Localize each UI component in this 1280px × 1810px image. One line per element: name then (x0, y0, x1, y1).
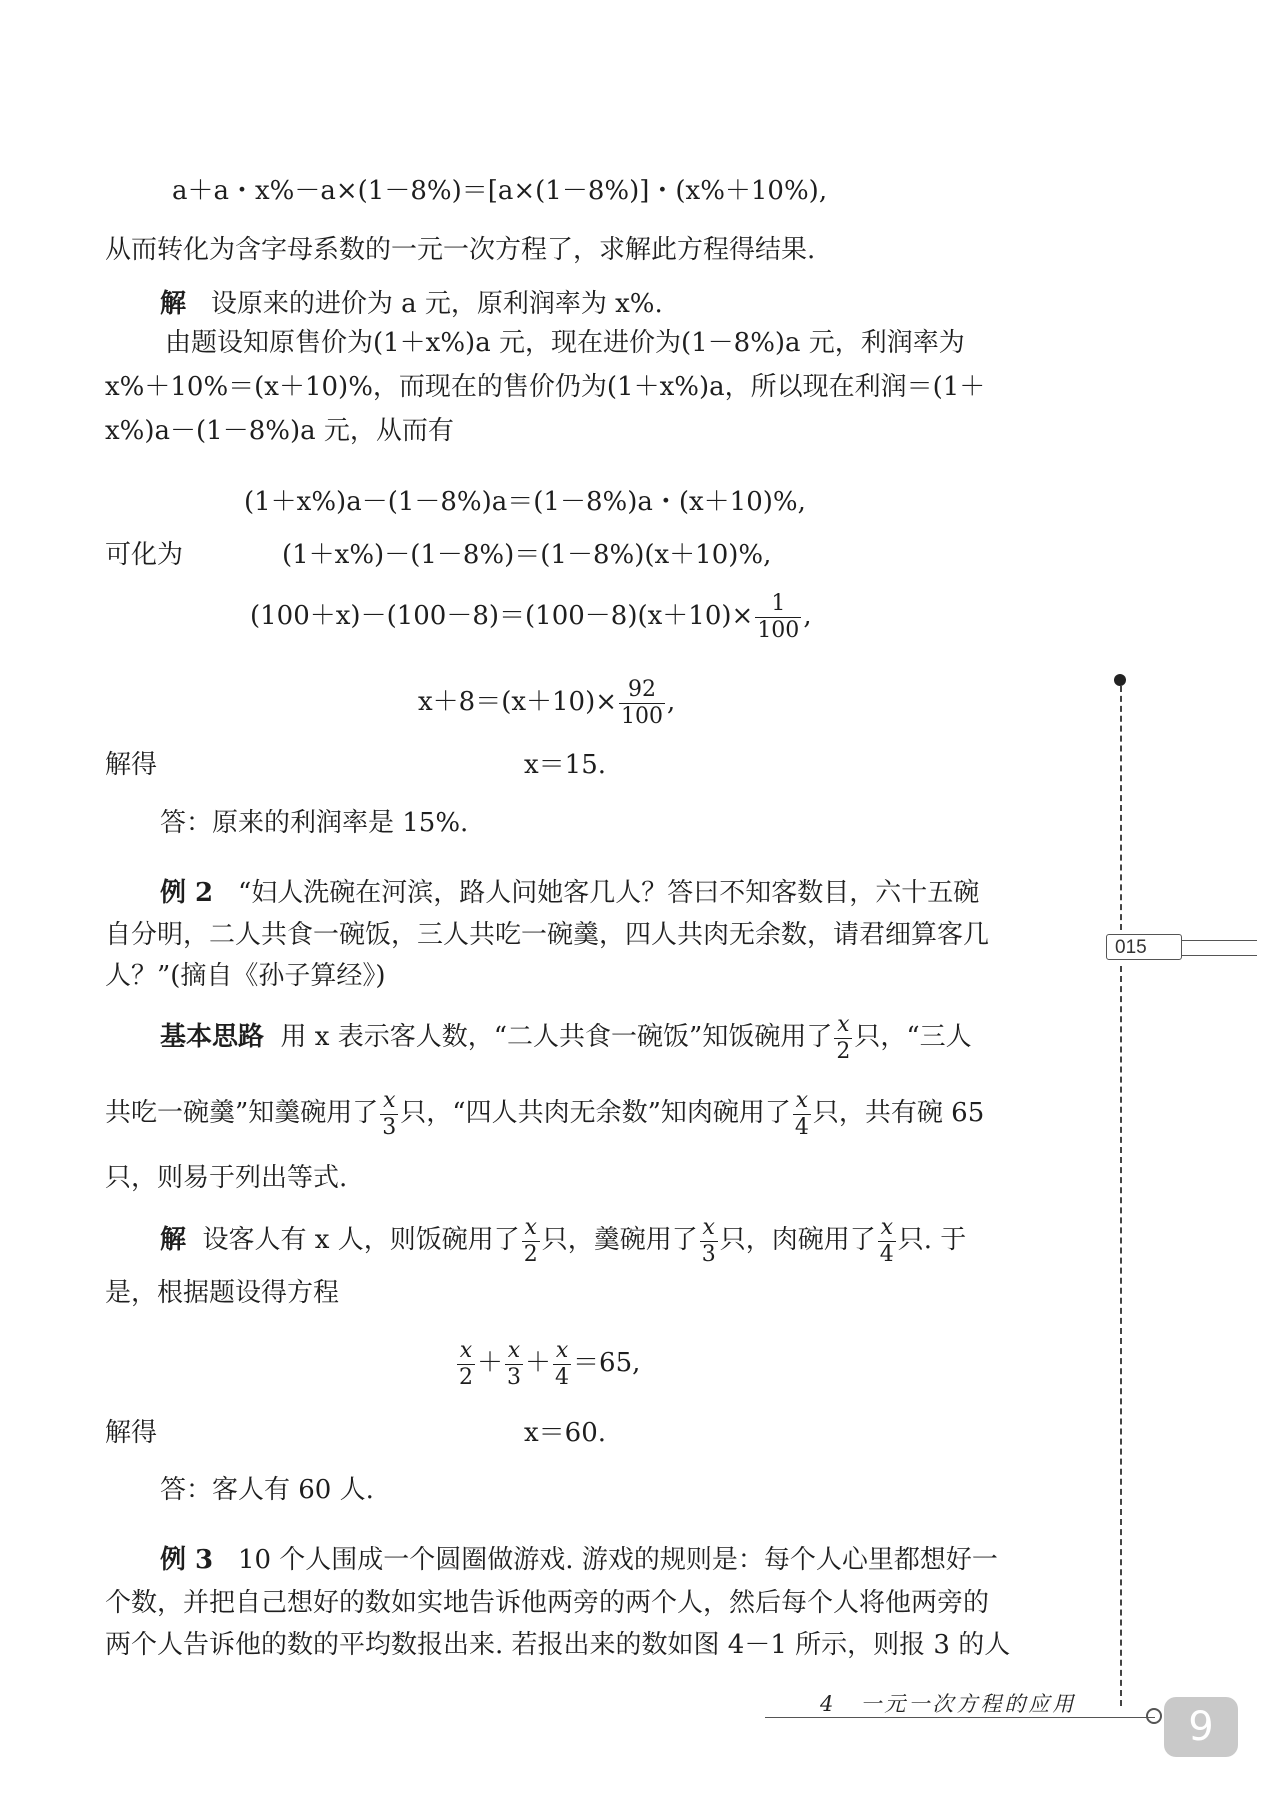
equation-10-comma: , (667, 687, 676, 717)
example-2-text: “妇人洗碗在河滨，路人问她客几人？答曰不知客数目，六十五碗 (237, 878, 980, 908)
plus-sign: ＋ (477, 1348, 504, 1378)
text-19-c: 只，肉碗用了 (719, 1225, 876, 1255)
fraction-x-2-b (522, 1215, 540, 1267)
fraction-denominator: 4 (555, 1364, 570, 1390)
fraction-denominator: 2 (836, 1038, 851, 1064)
fraction-1-100 (755, 591, 801, 643)
solution-2-label: 解 (160, 1225, 187, 1255)
margin-dashed-line-lower (1120, 966, 1122, 1706)
text-line-11-label: 解得 (105, 750, 158, 780)
basic-idea-text-end: 只，“三人 (854, 1022, 972, 1052)
margin-dashed-line-upper (1120, 686, 1122, 930)
fraction-numerator: x (700, 1215, 718, 1241)
fraction-numerator: x (553, 1338, 571, 1364)
text-line-26: 两个人告诉他的数的平均数报出来. 若报出来的数如图 4－1 所示，则报 3 的人 (105, 1630, 1011, 1660)
fraction-numerator: 1 (755, 591, 801, 617)
fraction-denominator: 3 (701, 1241, 716, 1267)
fraction-x-3 (380, 1088, 398, 1140)
fraction-x-4-b (878, 1215, 896, 1267)
page-code-tab-rule (1181, 940, 1257, 956)
equation-21-right: ＝65, (573, 1348, 641, 1378)
fraction-x-4-c (553, 1338, 571, 1390)
fraction-numerator: x (878, 1215, 896, 1241)
fraction-denominator: 2 (523, 1241, 538, 1267)
text-line-8-label: 可化为 (105, 540, 184, 570)
text-line-6: x%)a－(1－8%)a 元，从而有 (105, 416, 454, 446)
answer-line-2: 答：客人有 60 人. (160, 1475, 374, 1505)
fraction-x-4 (793, 1088, 811, 1140)
page-number-badge: 9 (1164, 1697, 1238, 1757)
text-19-e: 只. 于 (897, 1225, 967, 1255)
equation-line-9 (250, 586, 812, 646)
fraction-denominator: 3 (382, 1114, 397, 1140)
solution-text: 设原来的进价为 a 元，原利润率为 x%. (210, 289, 663, 319)
chapter-title: 4 一元一次方程的应用 (820, 1692, 1077, 1716)
fraction-denominator: 4 (794, 1114, 809, 1140)
text-line-16 (160, 1007, 972, 1067)
fraction-numerator: x (380, 1088, 398, 1114)
page-code-tab: 015 (1106, 934, 1182, 960)
fraction-denominator: 3 (507, 1364, 522, 1390)
text-line-20: 是，根据题设得方程 (105, 1278, 340, 1308)
text-17-a: 共吃一碗羹”知羹碗用了 (105, 1098, 379, 1128)
example-3-heading (160, 1547, 998, 1573)
text-line-2: 从而转化为含字母系数的一元一次方程了，求解此方程得结果. (105, 235, 816, 265)
fraction-x-2-c (457, 1338, 475, 1390)
example-3-label: 例 3 (160, 1545, 214, 1575)
text-line-3 (160, 291, 663, 317)
equation-line-1: a＋a・x%－a×(1－8%)＝[a×(1－8%)]・(x%＋10%), (172, 176, 828, 206)
text-19-a: 设客人有 x 人，则饭碗用了 (202, 1225, 520, 1255)
text-line-15: 人？”(摘自《孙子算经》) (105, 961, 386, 991)
equation-line-11: x＝15. (524, 750, 607, 780)
equation-line-22: x＝60. (524, 1418, 607, 1448)
equation-10-left: x＋8＝(x＋10)× (418, 687, 618, 717)
text-line-22-label: 解得 (105, 1418, 158, 1448)
answer-line-1: 答：原来的利润率是 15%. (160, 808, 469, 838)
fraction-x-3-b (700, 1215, 718, 1267)
text-line-19 (160, 1210, 966, 1270)
text-line-4: 由题设知原售价为(1＋x%)a 元，现在进价为(1－8%)a 元，利润率为 (165, 328, 965, 358)
text-line-5: x%＋10%＝(x＋10)%，而现在的售价仍为(1＋x%)a，所以现在利润＝(1＋ (105, 372, 986, 402)
equation-line-7: (1＋x%)a－(1－8%)a＝(1－8%)a・(x＋10)%, (244, 487, 806, 517)
fraction-numerator: 92 (619, 677, 665, 703)
basic-idea-text: 用 x 表示客人数，“二人共食一碗饭”知饭碗用了 (280, 1022, 833, 1052)
equation-line-8: (1＋x%)－(1－8%)＝(1－8%)(x＋10)%, (282, 540, 772, 570)
fraction-x-2 (834, 1012, 852, 1064)
equation-9-left: (100＋x)－(100－8)＝(100－8)(x＋10)× (250, 601, 754, 631)
example-3-text: 10 个人围成一个圆圈做游戏. 游戏的规则是：每个人心里都想好一 (237, 1545, 998, 1575)
fraction-numerator: x (522, 1215, 540, 1241)
equation-9-comma: , (803, 601, 812, 631)
example-2-heading (160, 880, 979, 906)
fraction-numerator: x (834, 1012, 852, 1038)
text-19-b: 只，羹碗用了 (541, 1225, 698, 1255)
text-17-b: 只，“四人共肉无余数”知肉碗用了 (400, 1098, 791, 1128)
margin-dot (1114, 674, 1126, 686)
solution-label: 解 (160, 289, 187, 319)
example-2-label: 例 2 (160, 878, 214, 908)
equation-line-21 (455, 1333, 640, 1393)
text-line-25: 个数，并把自己想好的数如实地告诉他两旁的两个人，然后每个人将他两旁的 (105, 1588, 990, 1618)
text-17-c: 只，共有碗 65 (812, 1098, 985, 1128)
fraction-numerator: x (457, 1338, 475, 1364)
footer-rule (765, 1717, 1155, 1718)
fraction-92-100 (619, 677, 665, 729)
fraction-numerator: x (505, 1338, 523, 1364)
equation-line-10 (418, 672, 675, 732)
fraction-denominator: 4 (879, 1241, 894, 1267)
fraction-denominator: 100 (621, 703, 664, 729)
text-line-14: 自分明，二人共食一碗饭，三人共吃一碗羹，四人共肉无余数，请君细算客几 (105, 920, 990, 950)
fraction-denominator: 2 (459, 1364, 473, 1390)
text-line-17 (105, 1083, 984, 1143)
plus-sign: ＋ (525, 1348, 552, 1378)
basic-idea-label: 基本思路 (160, 1022, 265, 1052)
footer-circle-icon (1146, 1708, 1162, 1724)
fraction-x-3-c (505, 1338, 523, 1390)
text-line-18: 只，则易于列出等式. (105, 1163, 348, 1193)
fraction-numerator: x (793, 1088, 811, 1114)
fraction-denominator: 100 (757, 617, 800, 643)
